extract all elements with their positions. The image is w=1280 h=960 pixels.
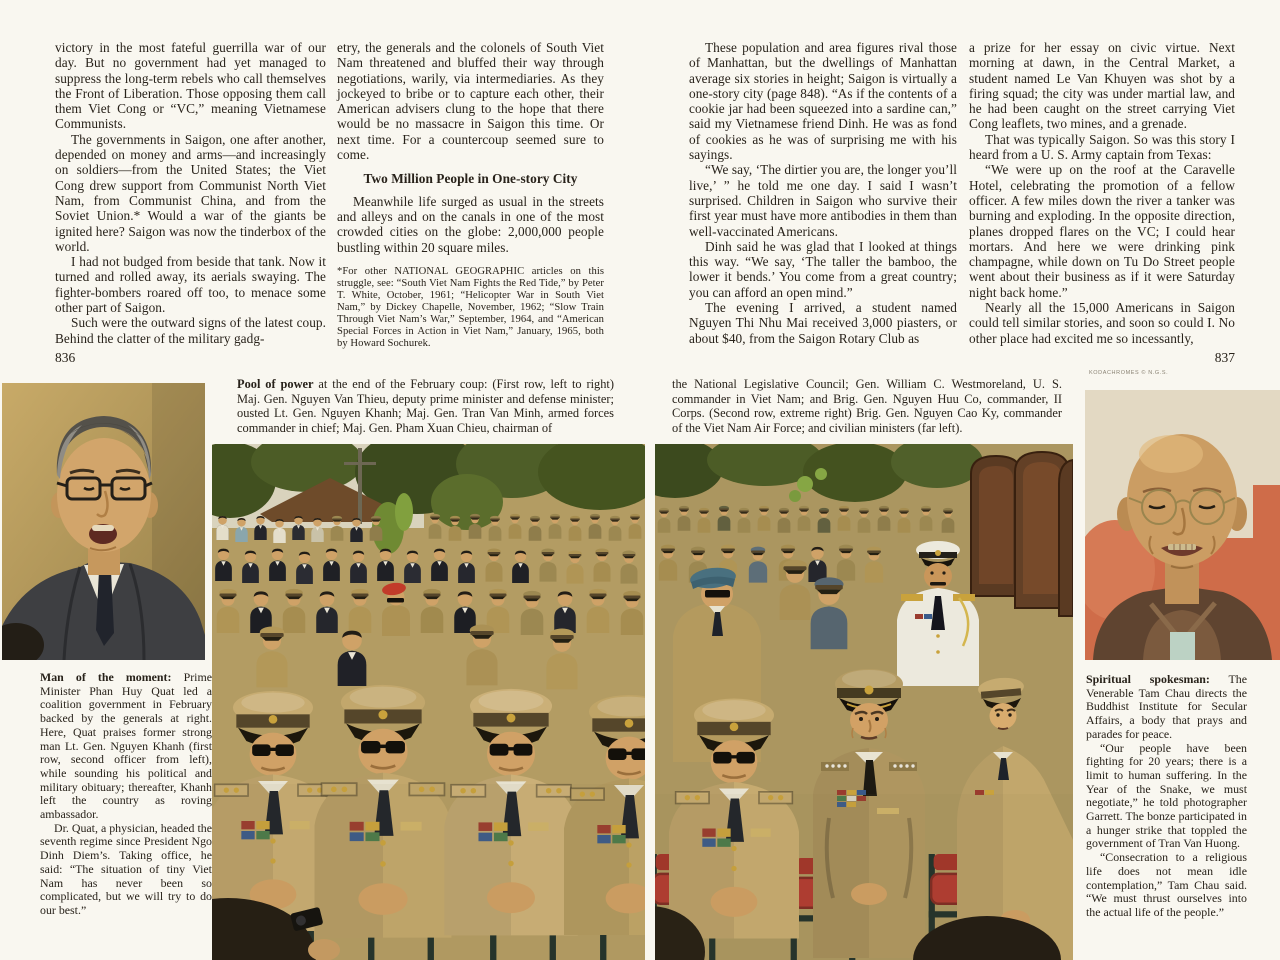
column-3 xyxy=(689,40,957,346)
body-paragraph: I had not budged from beside that tank. Now it turned and rolled away, its aerials swaying. The fighter-bombers roared off too, to menace some other part of Saigon. xyxy=(55,254,326,316)
pool-caption-lead: Pool of power xyxy=(237,377,314,391)
inner-garment xyxy=(1170,632,1195,660)
body-paragraph: The evening I arrived, a student named Nguyen Thi Nhu Mai received 3,000 piasters, or about $40, from the Saigon Rotary Club as xyxy=(689,300,957,346)
column-4 xyxy=(969,40,1235,346)
caption-spiritual-spokesman xyxy=(1086,673,1247,920)
photo-phan-huy-quat xyxy=(2,383,205,660)
photo-credit: KODACHROMES © N.G.S. xyxy=(1089,370,1169,376)
pool-caption-right xyxy=(672,377,1062,436)
body-paragraph: That was typically Saigon. So was this story I heard from a U. S. Army captain from Texas: xyxy=(969,131,1235,163)
body-paragraph: Dinh said he was glad that I looked at things this way. “We say, ‘The taller the bamboo, the lower it bends.’ You come from a great country; you can afford an open mind.” xyxy=(689,238,957,300)
body-paragraph: Meanwhile life surged as usual in the streets and alleys and on the canals in one of the most crowded cities on the globe: 2,000,000 people bustling within 20 square miles. xyxy=(337,193,604,255)
caption-lead: Spiritual spokesman: xyxy=(1086,672,1210,686)
caption-man-of-the-moment xyxy=(40,671,212,918)
page-number-837: 837 xyxy=(1214,350,1235,365)
caption-paragraph: Dr. Quat, a physician, headed the seventh regime since President Ngo Dinh Diem’s. Taking office, he said: “The situation of tiny Viet Nam has never been so complicated, but we will try to do our best.” xyxy=(40,820,212,917)
column-2 xyxy=(337,40,604,351)
air-force-officer xyxy=(811,577,848,649)
tie xyxy=(96,571,114,646)
caption-text: The Venerable Tam Chau directs the Buddhist Institute for Secular Affairs, a body that prays and parades for peace. xyxy=(1086,672,1247,741)
pool-caption-right-text: the National Legislative Council; Gen. William C. Westmoreland, U. S. commander in Viet Nam; and Brig. Gen. Nguyen Huu Co, commander, II Corps. (Second row, extreme right) Brig. Gen. Nguyen Cao Ky, commander of the Viet Nam Air Force; and civilian ministers (far left). xyxy=(672,377,1062,436)
body-paragraph: “We say, ‘The dirtier you are, the longer you’ll live,’ ” he told me one day. I said I wasn’t surprised. Children in Saigon who survive their first year must have more antibodies in them than well-vaccinated Americans. xyxy=(689,162,957,239)
caption-paragraph xyxy=(40,671,212,822)
footnote: *For other NATIONAL GEOGRAPHIC articles on this struggle, see: “South Viet Nam Fights the Red Tide,” by Peter T. White, October, 1961; “Helicopter War in South Viet Nam,” by Dickey Chapelle, November, 1962; “Slow Train Through Viet Nam’s War,” September, 1964, and “American Special Forces in Action in Viet Nam,” January, 1965, both by Howard Sochurek. xyxy=(337,265,604,350)
caption-paragraph: “Consecration to a religious life does not mean idle contemplation,” Tam Chau said. “We must thrust ourselves into the actual life of the people.” xyxy=(1086,850,1247,919)
pool-caption-left xyxy=(237,377,614,436)
photo-tam-chau xyxy=(1085,390,1280,660)
caption-paragraph: “Our people have been fighting for 20 years; there is a limit to human suffering. In the Year of the Snake, we must negotiate,” he told photographer Garrett. The bonze participated in a hunger strike that toppled the government of Tran Van Huong. xyxy=(1086,740,1247,851)
photo-generals-front-row-left xyxy=(212,444,645,960)
column-1 xyxy=(55,40,326,346)
pool-caption-left-text: at the end of the February coup: (First row, left to right) Maj. Gen. Nguyen Van Thieu, deputy prime minister and defense minister; ousted Lt. Gen. Nguyen Khanh; Maj. Gen. Tran Van Minh, armed forces commander in chief; Maj. Gen. Pham Xuan Chieu, chairman of xyxy=(237,377,615,436)
page-number-836: 836 xyxy=(55,350,76,365)
body-paragraph: etry, the generals and the colonels of South Viet Nam threatened and bluffed their way through negotiations, warily, via intermediaries. As they jockeyed to bribe or to capture each other, their American advisers clung to the hope that there would be no massacre in Saigon this time. Or next time. For a countercoup seemed sure to come. xyxy=(337,40,604,163)
body-paragraph: Such were the outward signs of the latest coup. Behind the clatter of the military gadg- xyxy=(55,315,326,346)
highback-chairs xyxy=(971,452,1073,616)
body-paragraph: a prize for her essay on civic virtue. Next morning at dawn, in the Central Market, a student named Le Van Khuyen was shot by a firing squad; the city was under martial law, and he had been caught on the street carrying Viet Cong leaflets, two mines, and a grenade. xyxy=(969,40,1235,132)
section-heading: Two Million People in One-story City xyxy=(363,171,578,187)
body-paragraph: victory in the most fateful guerrilla war of our day. But no government had yet managed to suppress the long-term rebels who call themselves the Front of Liberation. Those opposing them call them Viet Cong or “VC,” meaning Vietnamese Communists. xyxy=(55,40,326,132)
body-paragraph: These population and area figures rival those of Manhattan, but the dwellings of Manhattan average six stories in height; Saigon is virtually a one-story city (page 848). “As if the contents of a cookie jar had been squeezed into a sardine can,” said my Vietnamese friend Dinh. He was as fond of cookies as he was of surprising me with his sayings. xyxy=(689,40,957,163)
caption-paragraph xyxy=(1086,673,1247,742)
body-paragraph: The governments in Saigon, one after another, depended on money and arms—and increasingly on soldiers—from the United States; the Viet Cong drew support from Communist North Viet Nam, from Communist China, and from the Soviet Union.* Would a war of the giants be ignited here? Saigon was now the tinderbox of the world. xyxy=(55,131,326,254)
caption-lead: Man of the moment: xyxy=(40,670,172,684)
photo-generals-front-row-right xyxy=(655,444,1073,960)
body-paragraph: “We were up on the roof at the Caravelle Hotel, celebrating the promotion of a fellow officer. A few miles down the river a tanker was burning and exploding. In the opposite direction, planes dropped flares on the VC; I could hear mortars. And here we were drinking pink champagne, while down on Tu Do Street people went about their business as if it were Saturday night back home.” xyxy=(969,162,1235,300)
body-paragraph: Nearly all the 15,000 Americans in Saigon could tell similar stories, and soon so could I. No other place had excited me so incessantly, xyxy=(969,300,1235,346)
caption-text: Prime Minister Phan Huy Quat led a coalition government in February backed by the generals at right. Here, Quat praises former strong man Lt. Gen. Nguyen Khanh (first row, second officer from left), while sounding his political and military obituary; thereafter, Khanh left the country as roving ambassador. xyxy=(40,670,212,822)
